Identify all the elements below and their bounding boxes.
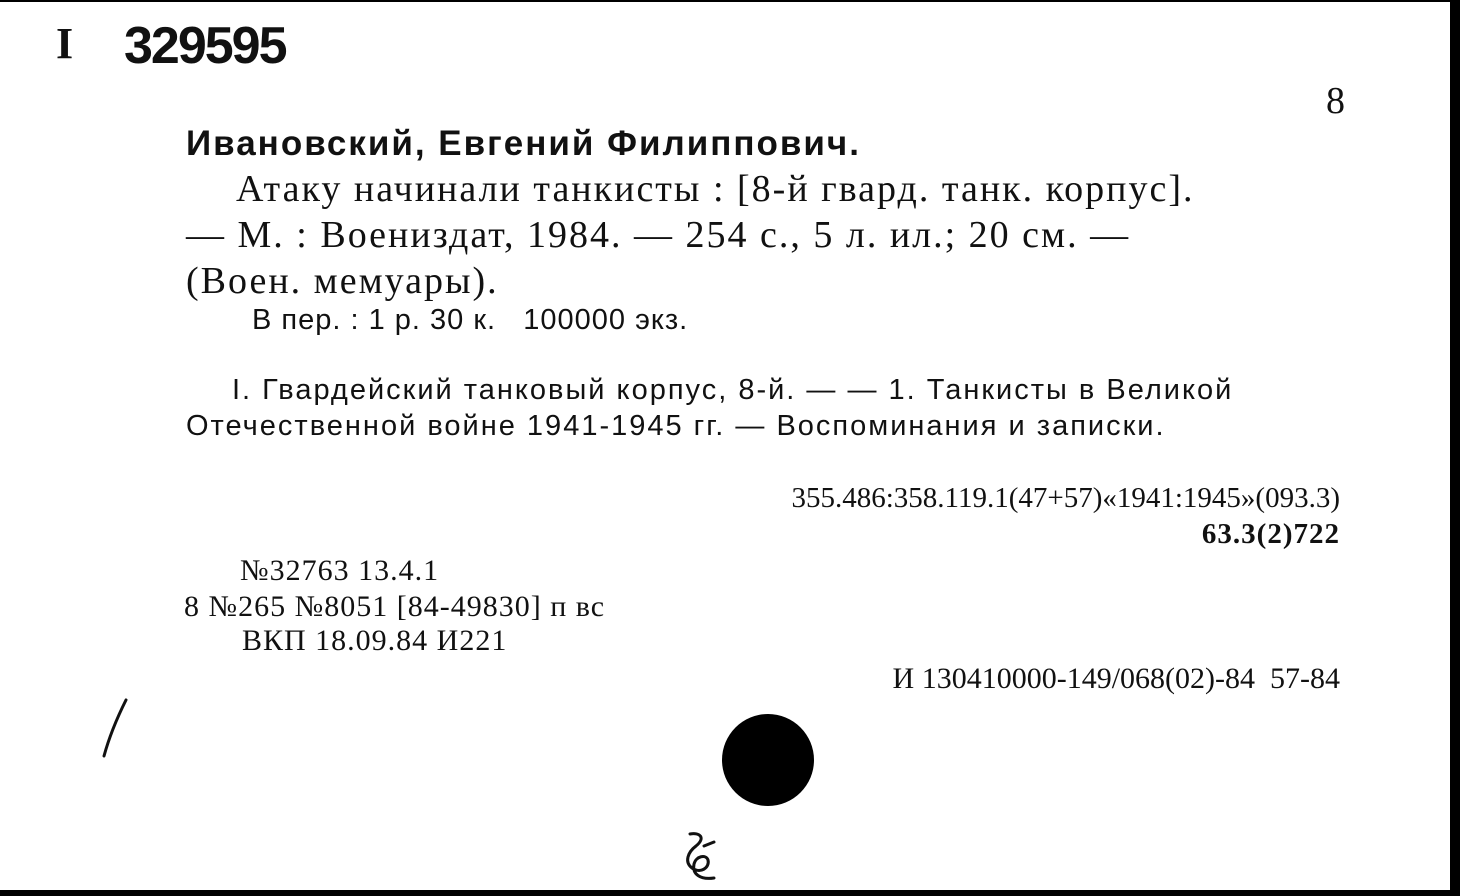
author-heading: Ивановский, Евгений Филиппович.: [186, 124, 861, 163]
price-circulation-line: В пер. : 1 р. 30 к. 100000 экз.: [252, 304, 689, 336]
technical-line: ВКП 18.09.84 И221: [242, 624, 508, 657]
inventory-mark: I: [56, 19, 74, 68]
handwritten-scribble-mark: [670, 828, 730, 888]
pencil-slash-mark: [98, 696, 138, 760]
punch-hole: [722, 714, 814, 806]
subject-heading-line: I. Гвардейский танковый корпус, 8-й. — — 1. Танкисты в Великой: [232, 374, 1234, 406]
title-description-line: Атаку начинали танкисты : [8-й гвард. танк. корпус].: [236, 168, 1195, 210]
imprint-line: — М. : Воениздат, 1984. — 254 с., 5 л. ил.; 20 см. —: [186, 214, 1131, 256]
subject-heading-line: Отечественной войне 1941-1945 гг. — Воспоминания и записки.: [186, 410, 1166, 442]
inventory-number: 329595: [124, 17, 286, 75]
publisher-code-line: И 130410000-149/068(02)-84 57-84: [892, 662, 1340, 695]
bbk-classification: 63.3(2)722: [1201, 518, 1340, 550]
technical-line: 8 №265 №8051 [84-49830] п вс: [184, 590, 606, 623]
udc-classification: 355.486:358.119.1(47+57)«1941:1945»(093.3): [791, 482, 1340, 514]
technical-line: №32763 13.4.1: [240, 554, 440, 587]
corner-number: 8: [1326, 80, 1345, 122]
series-line: (Воен. мемуары).: [186, 260, 499, 302]
